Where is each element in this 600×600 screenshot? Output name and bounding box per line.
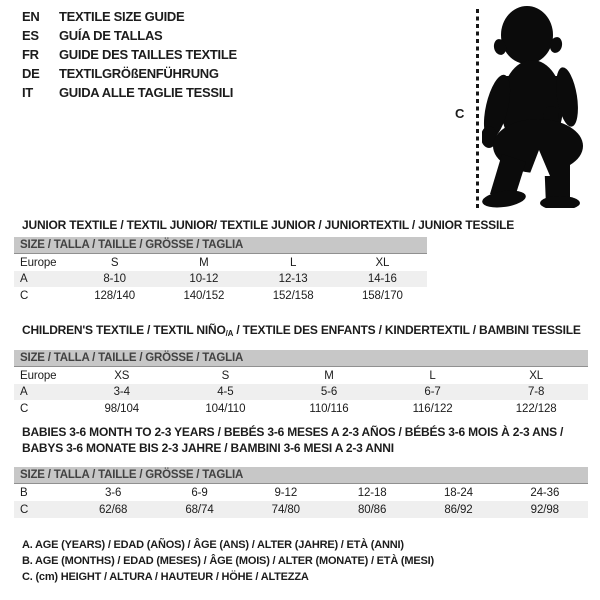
table-cell: 6-9	[191, 486, 208, 499]
babies-size-table	[14, 467, 588, 518]
column-header: M	[199, 256, 209, 269]
table-cell: 3-4	[113, 386, 130, 398]
row-label: A	[20, 273, 28, 285]
table-cell: 5-6	[320, 386, 338, 398]
height-measure-label: C	[455, 106, 465, 121]
note-height-cm: C. (cm) HEIGHT / ALTURA / HAUTEUR / HÖHE / ALTEZZA	[22, 571, 309, 583]
column-header: Europe	[20, 256, 57, 269]
table-cell: 140/152	[183, 289, 225, 302]
language-row	[22, 45, 237, 64]
table-cell: 7-8	[528, 386, 545, 398]
table-cell: 9-12	[274, 486, 298, 499]
language-row	[22, 26, 237, 45]
guide-title: GUIDA ALLE TAGLIE TESSILI	[59, 85, 234, 100]
table-row	[14, 501, 588, 518]
table-header-row	[14, 254, 427, 271]
table-cell: 24-36	[530, 486, 560, 499]
legend-notes	[22, 537, 434, 585]
guide-title: GUIDE DES TAILLES TEXTILE	[59, 47, 237, 62]
babies-title-line1: BABIES 3-6 MONTH TO 2-3 YEARS / BEBÉS 3-6 MESES A 2-3 AÑOS / BÉBÉS 3-6 MOIS À 2-3 ANS /	[22, 425, 564, 439]
row-label: C	[20, 289, 29, 302]
language-row	[22, 83, 237, 102]
note-age-months: B. AGE (MONTHS) / EDAD (MESES) / ÂGE (MOIS) / ALTER (MONATE) / ETÀ (MESI)	[22, 555, 434, 567]
babies-title-line2: BABYS 3-6 MONATE BIS 2-3 JAHRE / BAMBINI 3-6 MESI A 2-3 ANNI	[22, 441, 394, 455]
language-code: EN	[22, 9, 40, 24]
language-code: DE	[22, 66, 40, 81]
children-title-subscript: /A	[225, 329, 234, 338]
guide-title: TEXTILGRÖßENFÜHRUNG	[59, 66, 219, 81]
height-measure-dotted-line	[476, 9, 479, 208]
table-cell: 68/74	[185, 503, 214, 516]
guide-title: GUÍA DE TALLAS	[59, 28, 163, 43]
size-header-bar: SIZE / TALLA / TAILLE / GRÖSSE / TAGLIA	[14, 237, 427, 254]
table-cell: 3-6	[105, 486, 122, 499]
table-cell: 104/110	[205, 402, 246, 415]
table-cell: 110/116	[309, 402, 349, 415]
junior-section-title: JUNIOR TEXTILE / TEXTIL JUNIOR/ TEXTILE JUNIOR / JUNIORTEXTIL / JUNIOR TESSILE	[22, 218, 515, 232]
column-header: L	[429, 369, 436, 382]
children-title-pre: CHILDREN'S TEXTILE / TEXTIL NIÑO	[22, 323, 226, 337]
table-row	[14, 287, 427, 304]
size-header-bar: SIZE / TALLA / TAILLE / GRÖSSE / TAGLIA	[14, 467, 588, 484]
babies-section-title	[22, 424, 563, 456]
children-size-table	[14, 350, 588, 417]
table-cell: 12-18	[357, 486, 387, 499]
table-cell: 6-7	[424, 386, 441, 398]
table-cell: 86/92	[444, 503, 473, 516]
column-header: L	[289, 256, 297, 269]
column-header: S	[221, 369, 230, 382]
table-cell: 18-24	[444, 486, 473, 499]
row-label: A	[20, 386, 28, 398]
table-cell: 116/122	[412, 402, 453, 415]
table-row	[14, 271, 427, 287]
table-cell: 8-10	[103, 273, 126, 285]
table-cell: 62/68	[99, 503, 128, 516]
size-header-bar: SIZE / TALLA / TAILLE / GRÖSSE / TAGLIA	[14, 350, 588, 367]
guide-title: TEXTILE SIZE GUIDE	[59, 9, 185, 24]
table-cell: 158/170	[361, 289, 403, 302]
note-age-years: A. AGE (YEARS) / EDAD (AÑOS) / ÂGE (ANS) / ALTER (JAHRE) / ETÀ (ANNI)	[22, 539, 404, 551]
junior-size-table	[14, 237, 427, 304]
row-label: B	[20, 486, 28, 499]
table-cell: 122/128	[515, 402, 557, 415]
column-header: M	[324, 369, 334, 382]
language-title-block	[22, 7, 237, 102]
column-header: XL	[375, 256, 390, 269]
column-header: Europe	[20, 369, 57, 382]
table-row	[14, 400, 588, 417]
table-row	[14, 484, 588, 501]
table-cell: 4-5	[217, 386, 234, 398]
row-label: C	[20, 503, 29, 516]
table-header-row	[14, 367, 588, 384]
table-cell: 14-16	[367, 273, 397, 285]
column-header: S	[110, 256, 119, 269]
table-cell: 74/80	[271, 503, 300, 516]
language-code: FR	[22, 47, 39, 62]
column-header: XL	[529, 369, 544, 382]
language-code: IT	[22, 85, 33, 100]
table-cell: 152/158	[272, 289, 314, 302]
table-cell: 12-13	[278, 273, 308, 285]
column-header: XS	[114, 369, 130, 382]
table-cell: 98/104	[104, 402, 140, 415]
table-cell: 10-12	[189, 273, 219, 285]
table-cell: 128/140	[94, 289, 136, 302]
table-cell: 92/98	[530, 503, 559, 516]
language-row	[22, 64, 237, 83]
language-code: ES	[22, 28, 39, 43]
row-label: C	[20, 402, 29, 415]
table-cell: 80/86	[358, 503, 387, 516]
language-row	[22, 7, 237, 26]
toddler-silhouette-icon	[482, 4, 594, 208]
children-title-post: / TEXTILE DES ENFANTS / KINDERTEXTIL / BAMBINI TESSILE	[233, 323, 581, 337]
table-row	[14, 384, 588, 400]
children-section-title	[22, 322, 581, 342]
